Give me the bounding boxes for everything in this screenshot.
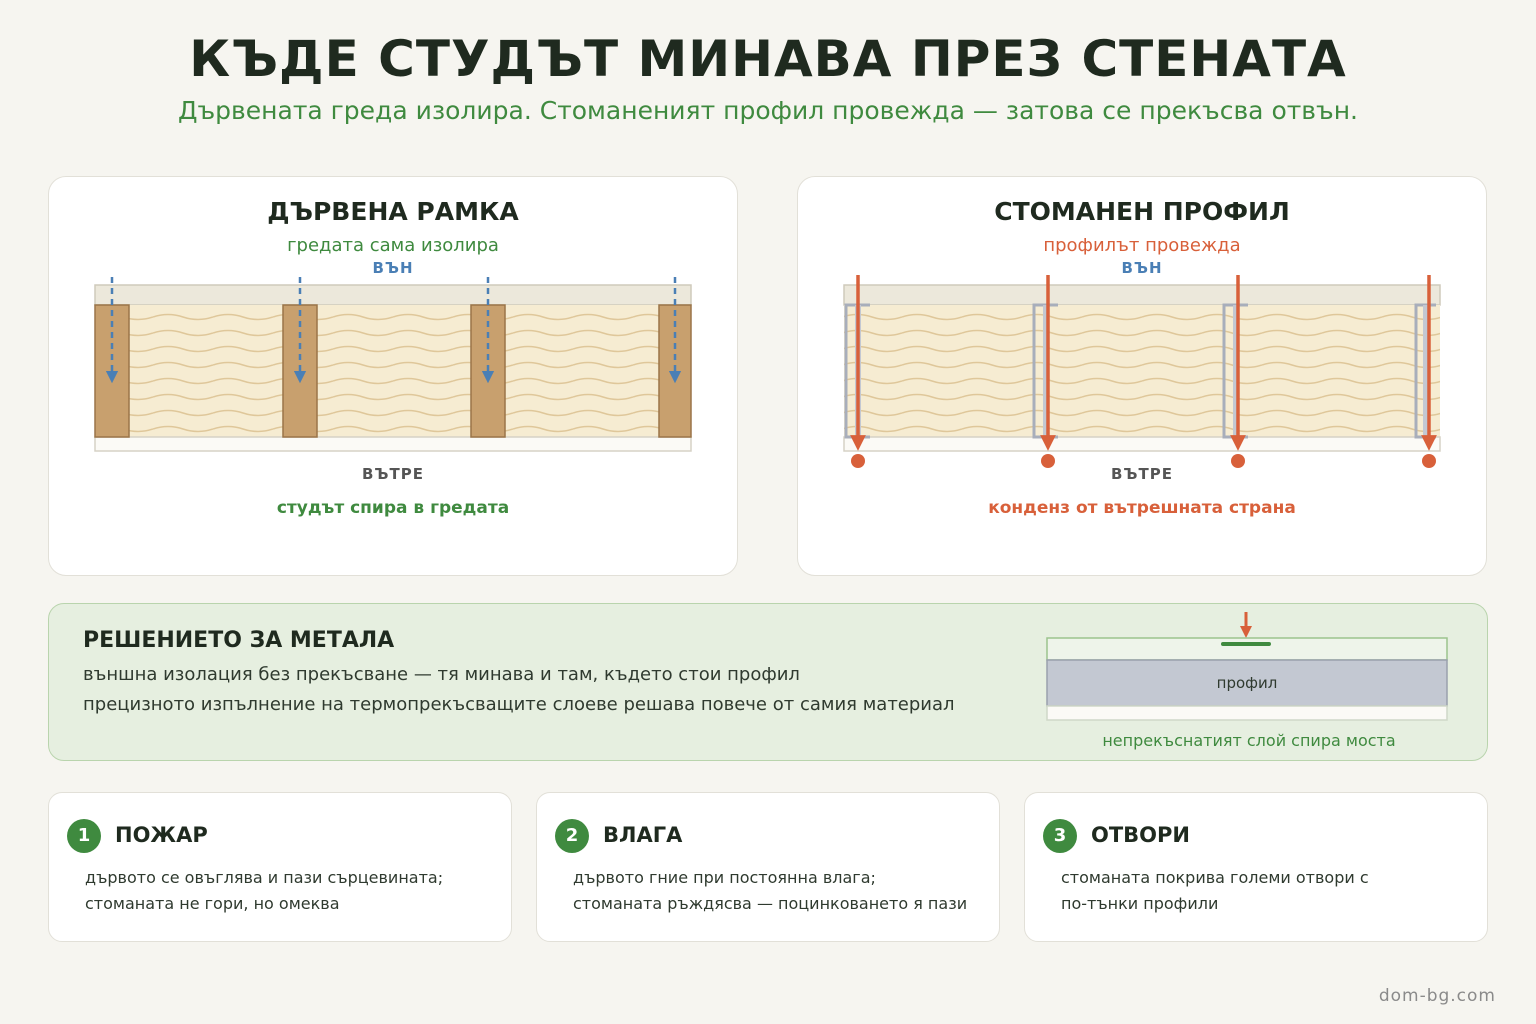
outer-sheathing — [95, 285, 691, 305]
wood-frame-panel — [48, 176, 738, 576]
wood-outside-label: ВЪН — [372, 259, 414, 277]
card-number-badge: 3 — [1043, 819, 1077, 853]
steel-panel-title: СТОМАНЕН ПРОФИЛ — [994, 197, 1290, 226]
page-title: КЪДЕ СТУДЪТ МИНАВА ПРЕЗ СТЕНАТА — [189, 30, 1347, 88]
card-text-line: дървото гние при постоянна влага; — [573, 868, 876, 887]
card-title: ПОЖАР — [115, 823, 208, 847]
solution-title: РЕШЕНИЕТО ЗА МЕТАЛА — [83, 628, 395, 653]
card-text — [1061, 865, 1481, 917]
steel-profile-panel — [797, 176, 1487, 576]
outer-sheathing — [844, 285, 1440, 305]
steel-panel-footer: конденз от вътрешната страна — [988, 498, 1296, 518]
solution-line-2: прецизното изпълнение на термопрекъсващите слоеве решава повече от самия материал — [83, 694, 955, 715]
profile-label: профил — [1216, 674, 1278, 692]
card-text-line: стоманата не гори, но омеква — [85, 894, 340, 913]
card-text-line: стоманата покрива големи отвори с — [1061, 868, 1369, 887]
inner-board — [844, 437, 1440, 451]
steel-inside-label: ВЪТРЕ — [1111, 465, 1173, 483]
card-text-line: дървото се овъглява и пази сърцевината; — [85, 868, 444, 887]
inner-board — [1047, 706, 1447, 720]
card-text — [85, 865, 505, 917]
wood-panel-title: ДЪРВЕНА РАМКА — [267, 197, 519, 226]
continuous-insulation-layer — [1047, 638, 1447, 660]
steel-panel-subtitle: профилът провежда — [1043, 235, 1241, 256]
wood-inside-label: ВЪТРЕ — [362, 465, 424, 483]
stop-bar — [1221, 642, 1271, 646]
card-text — [573, 865, 993, 917]
wood-panel-subtitle: гредата сама изолира — [287, 235, 499, 256]
inner-board — [95, 437, 691, 451]
solution-panel — [48, 603, 1488, 761]
footer-site: dom-bg.com — [1378, 986, 1496, 1006]
solution-caption: непрекъснатият слой спира моста — [1102, 731, 1396, 750]
steel-outside-label: ВЪН — [1121, 259, 1163, 277]
page-subtitle: Дървената греда изолира. Стоманеният профил провежда — затова се прекъсва отвън. — [177, 96, 1359, 125]
card-text-line: по-тънки профили — [1061, 894, 1219, 913]
card-title: ОТВОРИ — [1091, 823, 1191, 847]
solution-diagram — [1039, 610, 1459, 725]
card-openings — [1024, 792, 1488, 942]
card-number-badge: 1 — [67, 819, 101, 853]
card-title: ВЛАГА — [603, 823, 683, 847]
card-text-line: стоманата ръждясва — поцинковането я пази — [573, 894, 968, 913]
solution-line-1: външна изолация без прекъсване — тя минава и там, където стои профил — [83, 664, 800, 685]
card-number-badge: 2 — [555, 819, 589, 853]
wood-panel-footer: студът спира в гредата — [276, 498, 510, 518]
card-fire — [48, 792, 512, 942]
card-moisture — [536, 792, 1000, 942]
wood-wall-section — [93, 275, 693, 455]
steel-wall-section — [842, 275, 1442, 475]
